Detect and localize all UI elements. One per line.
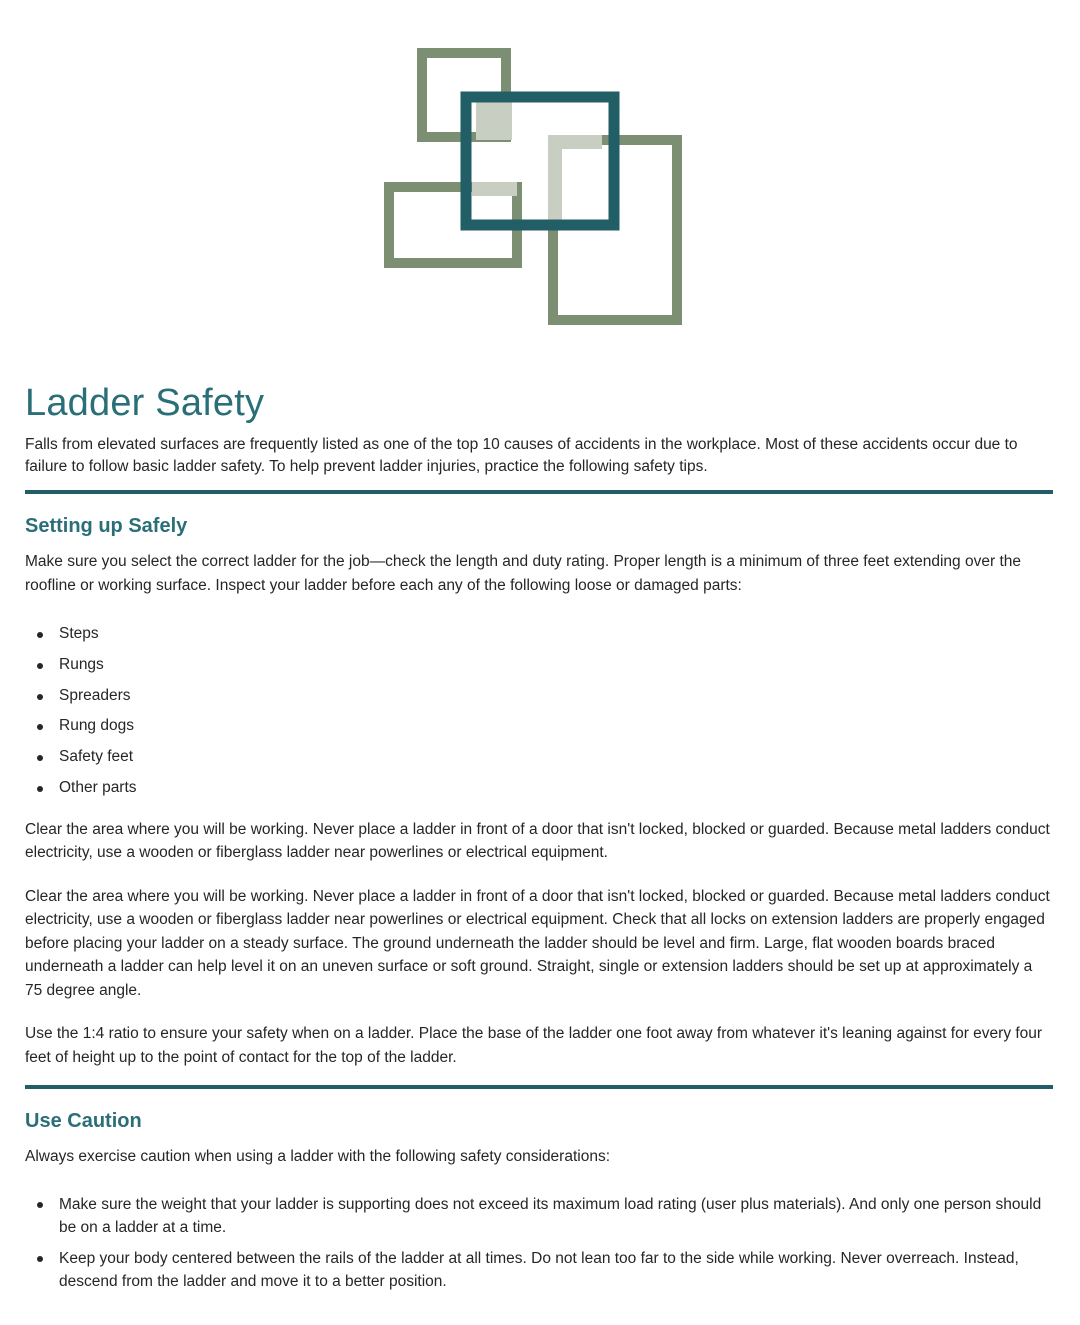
page-title: Ladder Safety bbox=[25, 382, 265, 424]
list-item: Make sure the weight that your ladder is supporting does not exceed its maximum load rating (user plus materials). And only one person should be on a ladder at a time. bbox=[25, 1193, 1053, 1239]
section-heading-use-caution: Use Caution bbox=[25, 1110, 142, 1133]
list-item: Steps bbox=[25, 619, 1053, 650]
document-body bbox=[25, 380, 1053, 1301]
list-item: Safety feet bbox=[25, 742, 1053, 773]
section-divider bbox=[25, 1085, 1053, 1089]
paragraph: Use the 1:4 ratio to ensure your safety when on a ladder. Place the base of the ladder one foot away from whatever it's leaning against for every four feet of height up to the point of contact for the top of the ladder. bbox=[25, 1025, 1043, 1066]
list-item: Keep your body centered between the rails of the ladder at all times. Do not lean too far to the side while working. Never overreach. Instead, descend from the ladder and move it to a better position. bbox=[25, 1247, 1053, 1293]
list-item: Spreaders bbox=[25, 681, 1053, 712]
intro-paragraph: Falls from elevated surfaces are frequently listed as one of the top 10 causes of accidents in the workplace. Most of these accidents occur due to failure to follow basic ladder safety. To help prevent ladder injuries, practice the following safety tips. bbox=[25, 436, 1018, 475]
paragraph: Make sure you select the correct ladder for the job—check the length and duty rating. Proper length is a minimum of three feet extending over the roofline or working surface. Inspect your ladder before each any of the following loose or damaged parts: bbox=[25, 553, 1021, 594]
section-divider bbox=[25, 490, 1053, 494]
paragraph: Clear the area where you will be working. Never place a ladder in front of a door that isn't locked, blocked or guarded. Because metal ladders conduct electricity, use a wooden or fiberglass ladder near powerlines or electrical equipment. bbox=[25, 820, 1050, 862]
overlapping-squares-logo-icon bbox=[380, 40, 690, 330]
caution-list bbox=[25, 1193, 1053, 1293]
inspection-parts-list bbox=[25, 619, 1053, 804]
list-item: Other parts bbox=[25, 773, 1053, 804]
list-item: Rung dogs bbox=[25, 711, 1053, 742]
paragraph: Always exercise caution when using a ladder with the following safety considerations: bbox=[25, 1148, 611, 1166]
section-heading-setting-up: Setting up Safely bbox=[25, 515, 188, 537]
paragraph: Clear the area where you will be working. Never place a ladder in front of a door that isn't locked, blocked or guarded. Because metal ladders conduct electricity, use a wooden or fiberglass ladder near powerlines or electrical equipment. Check that all locks on extension ladders are properly engaged before placing your ladder on a steady surface. The ground underneath the ladder should be level and firm. Large, flat wooden boards braced underneath a ladder can help level it on an uneven surface or soft ground. Straight, single or extension ladders should be set up at approximately a 75 degree angle. bbox=[25, 887, 1050, 999]
list-item: Rungs bbox=[25, 650, 1053, 681]
